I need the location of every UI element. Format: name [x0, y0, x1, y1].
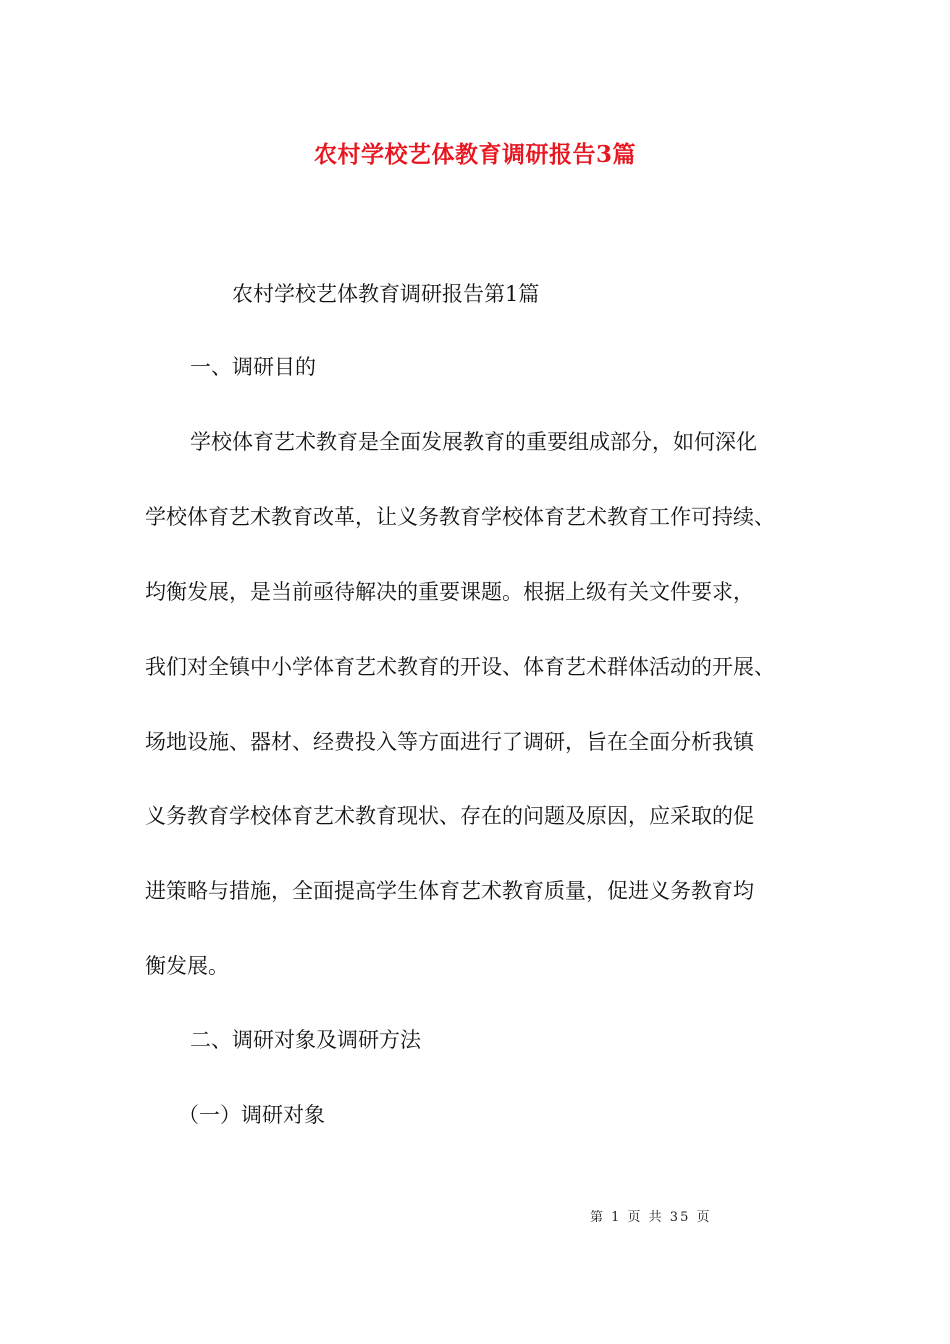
section-heading-purpose: 一、调研目的	[190, 355, 316, 379]
paragraph-line: 学校体育艺术教育改革，让义务教育学校体育艺术教育工作可持续、	[145, 505, 775, 529]
paragraph-line: 衡发展。	[145, 954, 229, 978]
page-number-footer: 第 1 页 共 35 页	[590, 1210, 712, 1225]
document-title: 农村学校艺体教育调研报告3篇	[313, 141, 636, 168]
paragraph-line: 我们对全镇中小学体育艺术教育的开设、体育艺术群体活动的开展、	[145, 655, 775, 679]
subsection-heading-subjects: （一）调研对象	[178, 1103, 325, 1127]
paragraph-line: 学校体育艺术教育是全面发展教育的重要组成部分，如何深化	[190, 430, 757, 454]
paragraph-line: 场地设施、器材、经费投入等方面进行了调研，旨在全面分析我镇	[145, 730, 754, 754]
paragraph-line: 义务教育学校体育艺术教育现状、存在的问题及原因，应采取的促	[145, 804, 754, 828]
paragraph-line: 进策略与措施，全面提高学生体育艺术教育质量，促进义务教育均	[145, 879, 754, 903]
report-subtitle: 农村学校艺体教育调研报告第1篇	[232, 282, 540, 306]
section-heading-subjects-methods: 二、调研对象及调研方法	[190, 1028, 421, 1052]
paragraph-line: 均衡发展，是当前亟待解决的重要课题。根据上级有关文件要求，	[145, 580, 754, 604]
